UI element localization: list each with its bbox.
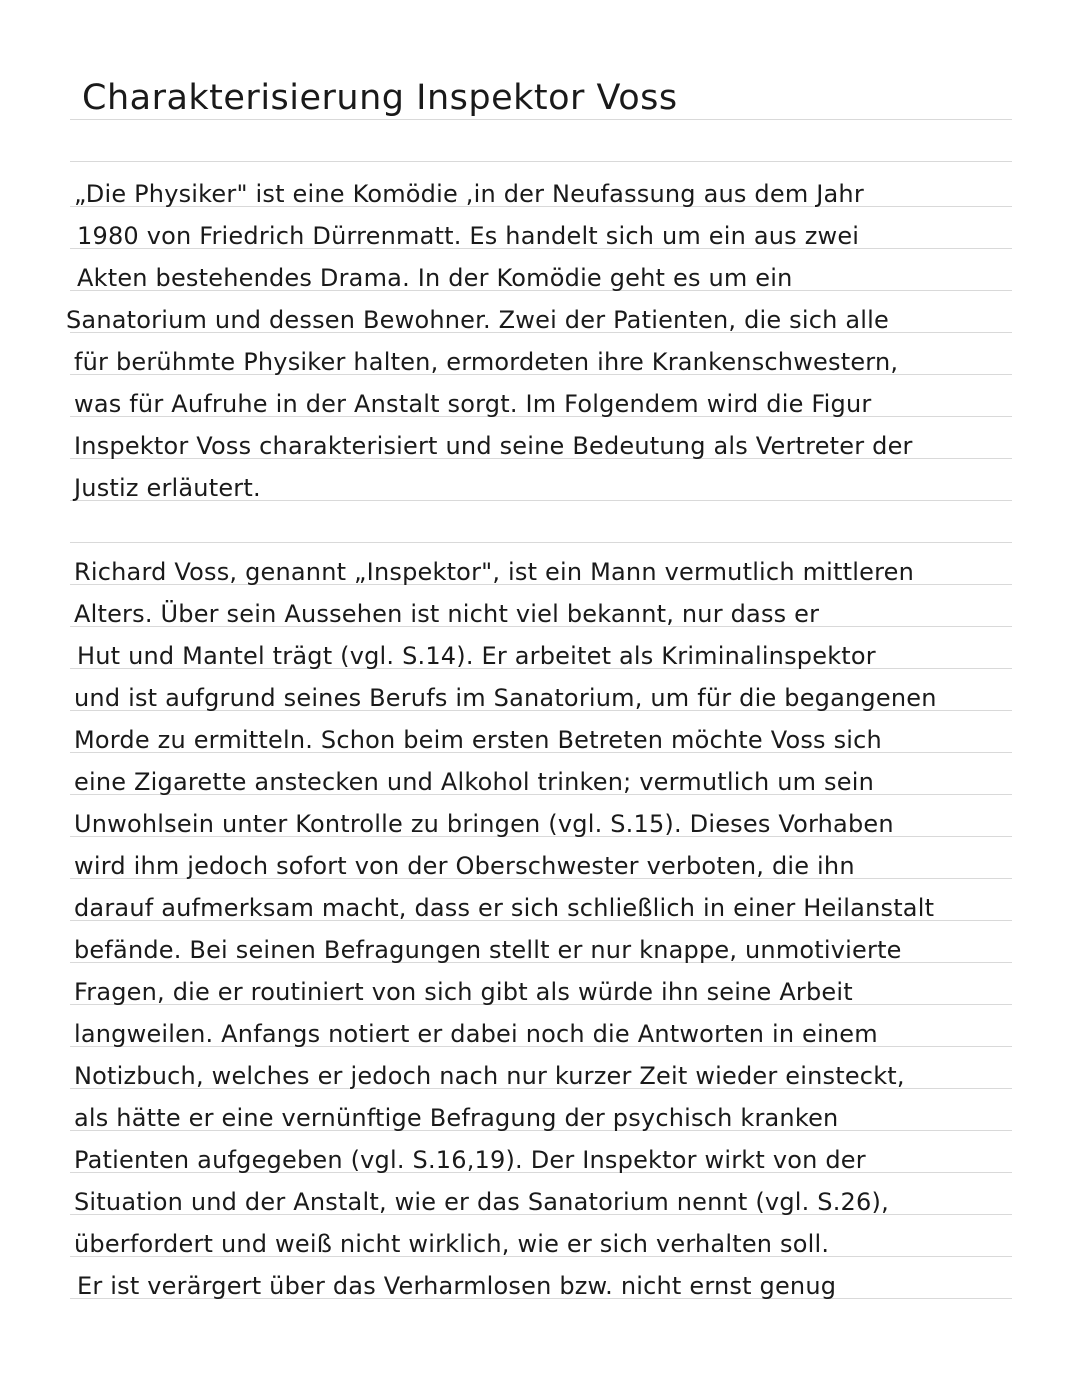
text-line: Inspektor Voss charakterisiert und seine Bedeutung als Vertreter der — [74, 432, 913, 460]
text-line: und ist aufgrund seines Berufs im Sanatorium, um für die begangenen — [74, 684, 937, 712]
text-line: Unwohlsein unter Kontrolle zu bringen (vgl. S.15). Dieses Vorhaben — [74, 810, 894, 838]
text-line: für berühmte Physiker halten, ermordeten ihre Krankenschwestern, — [74, 348, 899, 376]
text-line: „Die Physiker" ist eine Komödie ,in der Neufassung aus dem Jahr — [74, 180, 864, 208]
text-line: Alters. Über sein Aussehen ist nicht viel bekannt, nur dass er — [74, 600, 820, 628]
text-line: Justiz erläutert. — [74, 474, 261, 502]
text-line: Notizbuch, welches er jedoch nach nur kurzer Zeit wieder einsteckt, — [74, 1062, 905, 1090]
text-line: Situation und der Anstalt, wie er das Sanatorium nennt (vgl. S.26), — [74, 1188, 889, 1216]
text-line: befände. Bei seinen Befragungen stellt er nur knappe, unmotivierte — [74, 936, 902, 964]
text-line: Richard Voss, genannt „Inspektor", ist ein Mann vermutlich mittleren — [74, 558, 914, 586]
text-line: Sanatorium und dessen Bewohner. Zwei der Patienten, die sich alle — [66, 306, 889, 334]
ruled-line — [70, 119, 1012, 120]
text-line: überfordert und weiß nicht wirklich, wie er sich verhalten soll. — [74, 1230, 830, 1258]
text-line: als hätte er eine vernünftige Befragung der psychisch kranken — [74, 1104, 839, 1132]
text-line: was für Aufruhe in der Anstalt sorgt. Im Folgendem wird die Figur — [74, 390, 872, 418]
text-line: wird ihm jedoch sofort von der Oberschwester verboten, die ihn — [74, 852, 855, 880]
text-line: Fragen, die er routiniert von sich gibt als würde ihn seine Arbeit — [74, 978, 853, 1006]
text-line: eine Zigarette anstecken und Alkohol trinken; vermutlich um sein — [74, 768, 874, 796]
text-line: Morde zu ermitteln. Schon beim ersten Betreten möchte Voss sich — [74, 726, 882, 754]
ruled-line — [70, 161, 1012, 162]
page-title: Charakterisierung Inspektor Voss — [82, 78, 678, 118]
text-line: Hut und Mantel trägt (vgl. S.14). Er arbeitet als Kriminalinspektor — [77, 642, 876, 670]
text-line: langweilen. Anfangs notiert er dabei noch die Antworten in einem — [74, 1020, 878, 1048]
text-line: Akten bestehendes Drama. In der Komödie geht es um ein — [77, 264, 793, 292]
text-line: Er ist verärgert über das Verharmlosen bzw. nicht ernst genug — [77, 1272, 837, 1300]
text-line: 1980 von Friedrich Dürrenmatt. Es handelt sich um ein aus zwei — [77, 222, 860, 250]
ruled-line — [70, 542, 1012, 543]
text-line: darauf aufmerksam macht, dass er sich schließlich in einer Heilanstalt — [74, 894, 935, 922]
text-line: Patienten aufgegeben (vgl. S.16,19). Der Inspektor wirkt von der — [74, 1146, 866, 1174]
